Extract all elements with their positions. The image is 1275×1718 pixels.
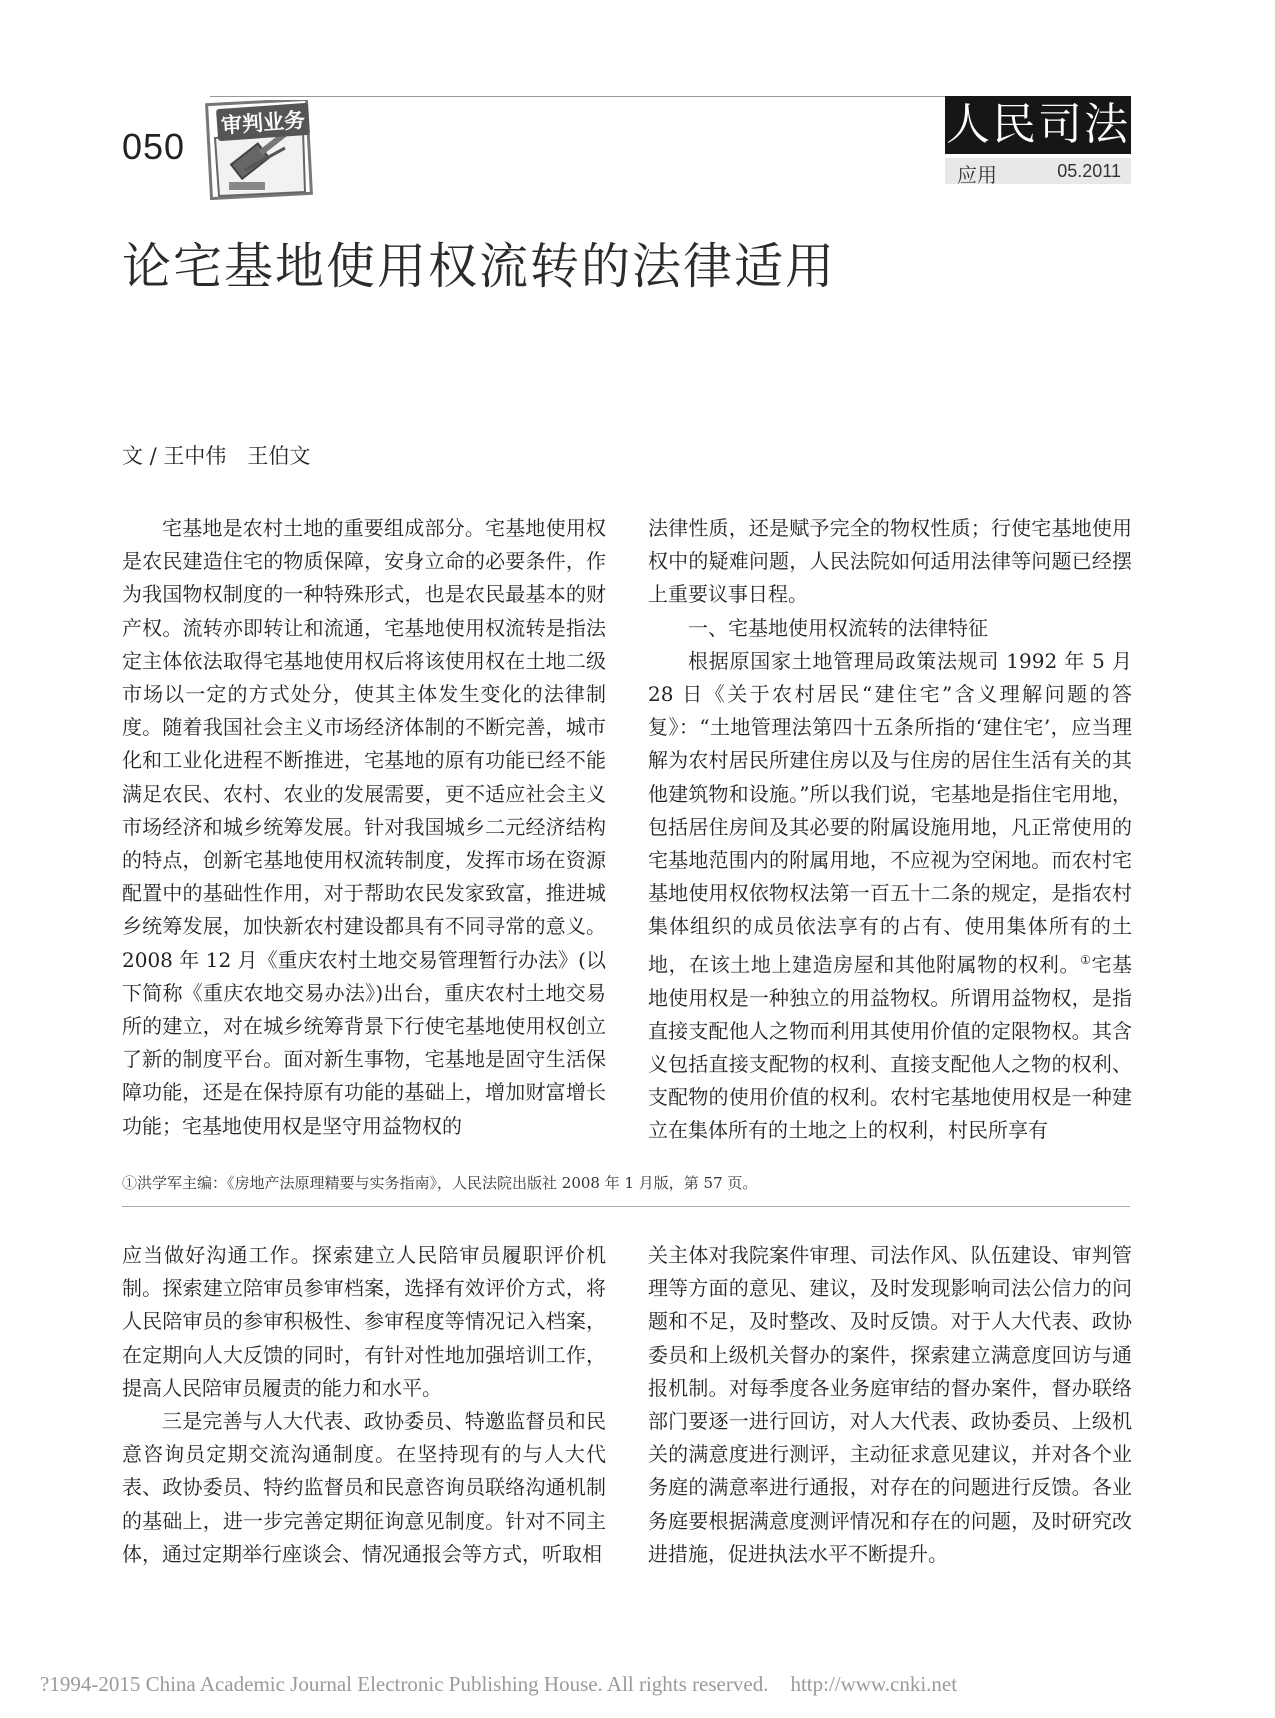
- issue-number: 05.2011: [1057, 161, 1121, 181]
- journal-name: 人民司法: [945, 96, 1131, 154]
- journal-sub: 应用: [957, 163, 997, 187]
- paragraph: [648, 645, 1132, 1148]
- section-divider: [122, 1206, 1130, 1207]
- footnote: ①洪学军主编：《房地产法原理精要与实务指南》，人民法院出版社 2008 年 1 月版，第 57 页。: [122, 1174, 758, 1192]
- column-right-top: [648, 512, 1132, 1148]
- paragraph: 宅基地是农村土地的重要组成部分。宅基地使用权是农民建造住宅的物质保障，安身立命的必要条件，作为我国物权制度的一种特殊形式，也是农民最基本的财产权。流转亦即转让和流通，宅基地使用权流转是指法定主体依法取得宅基地使用权后将该使用权在土地二级市场以一定的方式处分，使其主体发生变化的法律制度。随着我国社会主义市场经济体制的不断完善，城市化和工业化进程不断推进，宅基地的原有功能已经不能满足农民、农村、农业的发展需要，更不适应社会主义市场经济和城乡统筹发展。针对我国城乡二元经济结构的特点，创新宅基地使用权流转制度，发挥市场在资源配置中的基础性作用，对于帮助农民发家致富，推进城乡统筹发展，加快新农村建设都具有不同寻常的意义。2008 年 12 月《重庆农村土地交易管理暂行办法》(以下简称《重庆农地交易办法》)出台，重庆农村土地交易所的建立，对在城乡统筹背景下行使宅基地使用权创立了新的制度平台。面对新生事物，宅基地是固守生活保障功能，还是在保持原有功能的基础上，增加财富增长功能；宅基地使用权是坚守用益物权的: [122, 516, 606, 1138]
- paragraph-text: 根据原国家土地管理局政策法规司 1992 年 5 月 28 日《关于农村居民“建住宅”含义理解问题的答复》：“土地管理法第四十五条所指的‘建住宅’，应当理解为农村居民所建住房以及与住房的居住生活有关的其他建筑物和设施。”所以我们说，宅基地是指住宅用地，包括居住房间及其必要的附属设施用地，凡正常使用的宅基地范围内的附属用地，不应视为空闲地。而农村宅基地使用权依物权法第一百五十二条的规定，是指农村集体组织的成员依法享有的占有、使用集体所有的土地，在该土地上建造房屋和其他附属物的权利。: [648, 648, 1132, 977]
- section-badge-label: 审判业务: [216, 103, 310, 141]
- column-right-bottom: [648, 1239, 1132, 1571]
- page-number: 050: [122, 126, 186, 167]
- copyright-notice: ?1994-2015 China Academic Journal Electronic Publishing House. All rights reserved.: [40, 1672, 769, 1696]
- article-title: 论宅基地使用权流转的法律适用: [122, 238, 837, 295]
- journal-sub-bar: [945, 158, 1131, 187]
- paragraph-text: 宅基地使用权是一种独立的用益物权。所谓用益物权，是指直接支配他人之物而利用其使用价值的定限物权。其含义包括直接支配物的权利、直接支配他人之物的权利、支配物的使用价值的权利。农村宅基地使用权是一种建立在集体所有的土地之上的权利，村民所享有: [648, 952, 1133, 1143]
- paragraph: 关主体对我院案件审理、司法作风、队伍建设、审判管理等方面的意见、建议，及时发现影响司法公信力的问题和不足，及时整改、及时反馈。对于人大代表、政协委员和上级机关督办的案件，探索建立满意度回访与通报机制。对每季度各业务庭审结的督办案件，督办联络部门要逐一进行回访，对人大代表、政协委员、上级机关的满意度进行测评，主动征求意见建议，并对各个业务庭的满意率进行通报，对存在的问题进行反馈。各业务庭要根据满意度测评情况和存在的问题，及时研究改进措施，促进执法水平不断提升。: [648, 1243, 1132, 1566]
- section-heading: 一、宅基地使用权流转的法律特征: [688, 615, 988, 640]
- column-left-top: [122, 512, 606, 1143]
- byline: 文 / 王中伟 王伯文: [122, 444, 311, 468]
- section-badge: [205, 100, 315, 200]
- footnote-marker: ①: [1080, 952, 1092, 967]
- column-left-bottom: [122, 1239, 606, 1571]
- paragraph: 应当做好沟通工作。探索建立人民陪审员履职评价机制。探索建立陪审员参审档案，选择有效评价方式，将人民陪审员的参审积极性、参审程度等情况记入档案，在定期向人大反馈的同时，有针对性地加强培训工作，提高人民陪审员履责的能力和水平。: [122, 1243, 606, 1400]
- paragraph: 法律性质，还是赋予完全的物权性质；行使宅基地使用权中的疑难问题，人民法院如何适用法律等问题已经摆上重要议事日程。: [648, 516, 1132, 607]
- paragraph: 三是完善与人大代表、政协委员、特邀监督员和民意咨询员定期交流沟通制度。在坚持现有的与人大代表、政协委员、特约监督员和民意咨询员联络沟通机制的基础上，进一步完善定期征询意见制度。针对不同主体，通过定期举行座谈会、情况通报会等方式，听取相: [122, 1409, 606, 1566]
- copyright-line: [40, 1672, 957, 1697]
- cnki-link[interactable]: http://www.cnki.net: [790, 1672, 958, 1696]
